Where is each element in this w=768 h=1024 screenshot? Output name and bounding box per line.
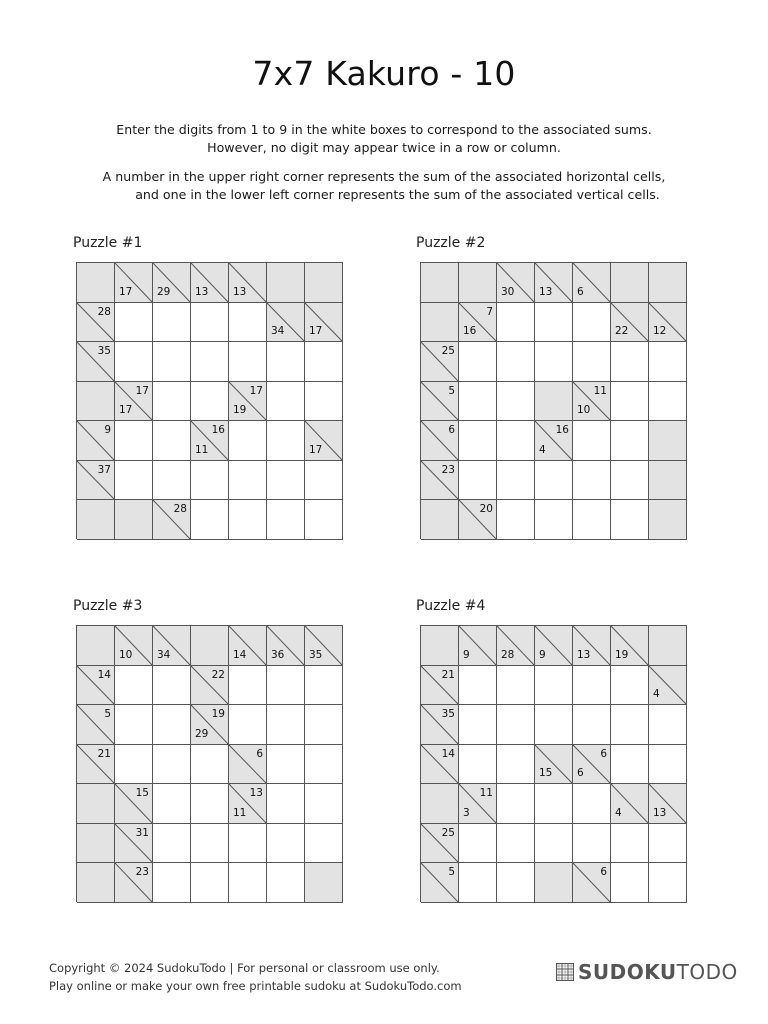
logo-wordmark	[578, 960, 738, 984]
entry-cell[interactable]	[305, 745, 343, 784]
entry-cell[interactable]	[497, 705, 535, 745]
entry-cell[interactable]	[305, 461, 343, 500]
entry-cell[interactable]	[229, 421, 267, 461]
clue-cell	[305, 303, 343, 342]
across-sum: 23	[441, 464, 455, 476]
down-sum: 11	[195, 444, 209, 456]
puzzle-label-1: Puzzle #1	[73, 235, 143, 251]
down-sum: 9	[463, 649, 470, 661]
down-sum: 16	[463, 325, 477, 337]
entry-cell[interactable]	[191, 342, 229, 382]
clue-cell	[191, 666, 229, 705]
clue-cell	[191, 263, 229, 303]
across-sum: 6	[600, 748, 607, 760]
across-sum: 11	[593, 385, 607, 397]
across-sum: 16	[555, 424, 569, 436]
across-sum: 25	[441, 345, 455, 357]
entry-cell[interactable]	[115, 421, 153, 461]
clue-cell	[535, 421, 573, 461]
blank-cell	[649, 500, 687, 540]
clue-cell	[229, 745, 267, 784]
kakuro-grid-2	[420, 262, 687, 539]
across-sum: 37	[97, 464, 111, 476]
across-sum: 31	[135, 827, 149, 839]
entry-cell[interactable]	[459, 666, 497, 705]
clue-cell	[115, 626, 153, 666]
blank-cell	[77, 784, 115, 824]
down-sum: 13	[195, 286, 209, 298]
clue-cell	[305, 626, 343, 666]
clue-cell	[229, 784, 267, 824]
clue-cell	[535, 626, 573, 666]
blank-cell	[191, 626, 229, 666]
clue-cell	[421, 824, 459, 863]
clue-cell	[191, 421, 229, 461]
blank-cell	[421, 784, 459, 824]
footer	[49, 959, 462, 995]
down-sum: 6	[577, 767, 584, 779]
blank-cell	[77, 263, 115, 303]
sudokutodo-logo	[556, 960, 738, 984]
instruction-line: A number in the upper right corner represents the sum of the associated horizontal cells,	[102, 169, 666, 184]
across-sum: 23	[135, 866, 149, 878]
entry-cell[interactable]	[191, 824, 229, 863]
entry-cell[interactable]	[229, 824, 267, 863]
down-sum: 17	[119, 404, 133, 416]
clue-cell	[421, 863, 459, 903]
down-sum: 36	[271, 649, 285, 661]
down-sum: 13	[233, 286, 247, 298]
entry-cell[interactable]	[573, 666, 611, 705]
entry-cell[interactable]	[611, 500, 649, 540]
clue-cell	[649, 666, 687, 705]
blank-cell	[459, 263, 497, 303]
entry-cell[interactable]	[267, 863, 305, 903]
clue-cell	[649, 784, 687, 824]
clue-cell	[77, 745, 115, 784]
clue-cell	[77, 666, 115, 705]
entry-cell[interactable]	[267, 461, 305, 500]
entry-cell[interactable]	[191, 303, 229, 342]
entry-cell[interactable]	[535, 784, 573, 824]
entry-cell[interactable]	[497, 666, 535, 705]
clue-cell	[305, 421, 343, 461]
entry-cell[interactable]	[649, 705, 687, 745]
entry-cell[interactable]	[305, 500, 343, 540]
clue-cell	[459, 784, 497, 824]
down-sum: 17	[119, 286, 133, 298]
entry-cell[interactable]	[153, 666, 191, 705]
across-sum: 6	[600, 866, 607, 878]
down-sum: 13	[653, 807, 667, 819]
clue-cell	[459, 626, 497, 666]
blank-cell	[305, 863, 343, 903]
clue-cell	[421, 461, 459, 500]
kakuro-grid-4	[420, 625, 687, 902]
across-sum: 9	[104, 424, 111, 436]
blank-cell	[77, 382, 115, 421]
clue-cell	[459, 500, 497, 540]
copyright-text: Copyright © 2024 SudokuTodo | For personal or classroom use only.	[49, 961, 440, 975]
page-title: 7x7 Kakuro - 10	[252, 54, 516, 93]
entry-cell[interactable]	[573, 824, 611, 863]
across-sum: 16	[211, 424, 225, 436]
across-sum: 28	[173, 503, 187, 515]
down-sum: 11	[233, 807, 247, 819]
entry-cell[interactable]	[153, 303, 191, 342]
down-sum: 14	[233, 649, 247, 661]
entry-cell[interactable]	[229, 342, 267, 382]
down-sum: 19	[233, 404, 247, 416]
across-sum: 5	[448, 866, 455, 878]
across-sum: 21	[441, 669, 455, 681]
clue-cell	[229, 263, 267, 303]
entry-cell[interactable]	[497, 382, 535, 421]
entry-cell[interactable]	[497, 342, 535, 382]
entry-cell[interactable]	[229, 863, 267, 903]
entry-cell[interactable]	[267, 342, 305, 382]
entry-cell[interactable]	[191, 382, 229, 421]
entry-cell[interactable]	[305, 382, 343, 421]
entry-cell[interactable]	[305, 824, 343, 863]
across-sum: 17	[135, 385, 149, 397]
clue-cell	[153, 500, 191, 540]
blank-cell	[77, 824, 115, 863]
puzzle-label-4: Puzzle #4	[416, 598, 486, 614]
entry-cell[interactable]	[611, 705, 649, 745]
clue-cell	[459, 303, 497, 342]
instructions-block-2	[0, 168, 768, 204]
across-sum: 13	[249, 787, 263, 799]
clue-cell	[573, 863, 611, 903]
entry-cell[interactable]	[611, 666, 649, 705]
clue-cell	[573, 382, 611, 421]
clue-cell	[77, 705, 115, 745]
entry-cell[interactable]	[305, 342, 343, 382]
blank-cell	[649, 461, 687, 500]
blank-cell	[649, 421, 687, 461]
entry-cell[interactable]	[115, 303, 153, 342]
entry-cell[interactable]	[191, 863, 229, 903]
entry-cell[interactable]	[459, 824, 497, 863]
blank-cell	[649, 263, 687, 303]
entry-cell[interactable]	[191, 784, 229, 824]
instruction-line: Enter the digits from 1 to 9 in the white boxes to correspond to the associated sums.	[116, 122, 652, 137]
grid-icon	[556, 963, 574, 981]
blank-cell	[115, 500, 153, 540]
entry-cell[interactable]	[153, 382, 191, 421]
entry-cell[interactable]	[649, 382, 687, 421]
down-sum: 17	[309, 444, 323, 456]
entry-cell[interactable]	[611, 421, 649, 461]
entry-cell[interactable]	[229, 461, 267, 500]
entry-cell[interactable]	[115, 705, 153, 745]
down-sum: 4	[615, 807, 622, 819]
entry-cell[interactable]	[535, 461, 573, 500]
entry-cell[interactable]	[229, 303, 267, 342]
entry-cell[interactable]	[497, 303, 535, 342]
clue-cell	[573, 626, 611, 666]
entry-cell[interactable]	[573, 303, 611, 342]
puzzle-label-2: Puzzle #2	[416, 235, 486, 251]
across-sum: 7	[486, 306, 493, 318]
across-sum: 6	[256, 748, 263, 760]
clue-cell	[421, 666, 459, 705]
across-sum: 17	[249, 385, 263, 397]
entry-cell[interactable]	[535, 705, 573, 745]
entry-cell[interactable]	[497, 461, 535, 500]
instruction-line: and one in the lower left corner represents the sum of the associated vertical cells.	[135, 187, 660, 202]
clue-cell	[191, 705, 229, 745]
down-sum: 29	[157, 286, 171, 298]
down-sum: 4	[539, 444, 546, 456]
logo-light: TODO	[676, 960, 738, 984]
entry-cell[interactable]	[611, 382, 649, 421]
down-sum: 30	[501, 286, 515, 298]
clue-cell	[421, 342, 459, 382]
clue-cell	[497, 263, 535, 303]
across-sum: 6	[448, 424, 455, 436]
entry-cell[interactable]	[153, 824, 191, 863]
entry-cell[interactable]	[305, 784, 343, 824]
entry-cell[interactable]	[459, 461, 497, 500]
entry-cell[interactable]	[459, 705, 497, 745]
entry-cell[interactable]	[267, 500, 305, 540]
entry-cell[interactable]	[573, 784, 611, 824]
entry-cell[interactable]	[649, 824, 687, 863]
entry-cell[interactable]	[267, 705, 305, 745]
clue-cell	[535, 263, 573, 303]
promo-text: Play online or make your own free printable sudoku at SudokuTodo.com	[49, 979, 462, 993]
clue-cell	[229, 382, 267, 421]
entry-cell[interactable]	[153, 461, 191, 500]
clue-cell	[535, 745, 573, 784]
entry-cell[interactable]	[497, 863, 535, 903]
across-sum: 28	[97, 306, 111, 318]
across-sum: 14	[441, 748, 455, 760]
entry-cell[interactable]	[191, 461, 229, 500]
down-sum: 15	[539, 767, 553, 779]
down-sum: 29	[195, 728, 209, 740]
across-sum: 19	[211, 708, 225, 720]
entry-cell[interactable]	[267, 824, 305, 863]
down-sum: 19	[615, 649, 629, 661]
across-sum: 35	[97, 345, 111, 357]
across-sum: 15	[135, 787, 149, 799]
entry-cell[interactable]	[267, 745, 305, 784]
clue-cell	[153, 263, 191, 303]
down-sum: 17	[309, 325, 323, 337]
entry-cell[interactable]	[459, 745, 497, 784]
clue-cell	[573, 263, 611, 303]
across-sum: 25	[441, 827, 455, 839]
clue-cell	[421, 382, 459, 421]
entry-cell[interactable]	[573, 500, 611, 540]
entry-cell[interactable]	[573, 461, 611, 500]
clue-cell	[611, 626, 649, 666]
entry-cell[interactable]	[611, 863, 649, 903]
clue-cell	[115, 784, 153, 824]
entry-cell[interactable]	[459, 421, 497, 461]
down-sum: 6	[577, 286, 584, 298]
blank-cell	[535, 863, 573, 903]
entry-cell[interactable]	[153, 863, 191, 903]
blank-cell	[421, 626, 459, 666]
down-sum: 13	[577, 649, 591, 661]
down-sum: 34	[157, 649, 171, 661]
kakuro-grid-1	[76, 262, 343, 539]
clue-cell	[115, 863, 153, 903]
blank-cell	[535, 382, 573, 421]
clue-cell	[611, 784, 649, 824]
entry-cell[interactable]	[267, 382, 305, 421]
entry-cell[interactable]	[459, 863, 497, 903]
down-sum: 3	[463, 807, 470, 819]
down-sum: 34	[271, 325, 285, 337]
clue-cell	[77, 461, 115, 500]
down-sum: 9	[539, 649, 546, 661]
entry-cell[interactable]	[611, 342, 649, 382]
clue-cell	[77, 303, 115, 342]
entry-cell[interactable]	[459, 382, 497, 421]
clue-cell	[573, 745, 611, 784]
entry-cell[interactable]	[153, 705, 191, 745]
blank-cell	[421, 500, 459, 540]
entry-cell[interactable]	[535, 342, 573, 382]
entry-cell[interactable]	[497, 500, 535, 540]
blank-cell	[305, 263, 343, 303]
entry-cell[interactable]	[267, 421, 305, 461]
down-sum: 10	[577, 404, 591, 416]
instruction-line: However, no digit may appear twice in a row or column.	[207, 140, 561, 155]
entry-cell[interactable]	[573, 342, 611, 382]
entry-cell[interactable]	[649, 342, 687, 382]
clue-cell	[229, 626, 267, 666]
entry-cell[interactable]	[153, 784, 191, 824]
clue-cell	[611, 303, 649, 342]
blank-cell	[421, 303, 459, 342]
clue-cell	[77, 342, 115, 382]
entry-cell[interactable]	[535, 303, 573, 342]
blank-cell	[649, 626, 687, 666]
down-sum: 22	[615, 325, 629, 337]
across-sum: 35	[441, 708, 455, 720]
entry-cell[interactable]	[535, 824, 573, 863]
entry-cell[interactable]	[611, 745, 649, 784]
entry-cell[interactable]	[497, 745, 535, 784]
across-sum: 22	[211, 669, 225, 681]
entry-cell[interactable]	[267, 784, 305, 824]
down-sum: 13	[539, 286, 553, 298]
entry-cell[interactable]	[497, 784, 535, 824]
blank-cell	[421, 263, 459, 303]
entry-cell[interactable]	[611, 461, 649, 500]
blank-cell	[267, 263, 305, 303]
blank-cell	[77, 863, 115, 903]
clue-cell	[267, 303, 305, 342]
across-sum: 5	[104, 708, 111, 720]
clue-cell	[649, 303, 687, 342]
across-sum: 21	[97, 748, 111, 760]
clue-cell	[421, 705, 459, 745]
entry-cell[interactable]	[305, 705, 343, 745]
clue-cell	[267, 626, 305, 666]
down-sum: 12	[653, 325, 667, 337]
entry-cell[interactable]	[115, 342, 153, 382]
clue-cell	[77, 421, 115, 461]
entry-cell[interactable]	[153, 421, 191, 461]
blank-cell	[77, 500, 115, 540]
across-sum: 14	[97, 669, 111, 681]
clue-cell	[115, 824, 153, 863]
clue-cell	[115, 382, 153, 421]
entry-cell[interactable]	[535, 666, 573, 705]
entry-cell[interactable]	[459, 342, 497, 382]
entry-cell[interactable]	[305, 666, 343, 705]
puzzle-label-3: Puzzle #3	[73, 598, 143, 614]
down-sum: 35	[309, 649, 323, 661]
entry-cell[interactable]	[191, 745, 229, 784]
entry-cell[interactable]	[229, 500, 267, 540]
entry-cell[interactable]	[229, 705, 267, 745]
entry-cell[interactable]	[649, 863, 687, 903]
entry-cell[interactable]	[573, 705, 611, 745]
entry-cell[interactable]	[573, 421, 611, 461]
across-sum: 20	[479, 503, 493, 515]
clue-cell	[497, 626, 535, 666]
blank-cell	[77, 626, 115, 666]
clue-cell	[421, 421, 459, 461]
entry-cell[interactable]	[115, 461, 153, 500]
down-sum: 4	[653, 688, 660, 700]
across-sum: 5	[448, 385, 455, 397]
down-sum: 10	[119, 649, 133, 661]
blank-cell	[611, 263, 649, 303]
entry-cell[interactable]	[115, 666, 153, 705]
clue-cell	[153, 626, 191, 666]
kakuro-grid-3	[76, 625, 343, 902]
entry-cell[interactable]	[153, 745, 191, 784]
clue-cell	[115, 263, 153, 303]
entry-cell[interactable]	[649, 745, 687, 784]
entry-cell[interactable]	[611, 824, 649, 863]
entry-cell[interactable]	[229, 666, 267, 705]
entry-cell[interactable]	[115, 745, 153, 784]
entry-cell[interactable]	[497, 421, 535, 461]
logo-bold: SUDOKU	[578, 960, 677, 984]
across-sum: 11	[479, 787, 493, 799]
entry-cell[interactable]	[497, 824, 535, 863]
entry-cell[interactable]	[535, 500, 573, 540]
entry-cell[interactable]	[153, 342, 191, 382]
clue-cell	[421, 745, 459, 784]
entry-cell[interactable]	[267, 666, 305, 705]
down-sum: 28	[501, 649, 515, 661]
entry-cell[interactable]	[191, 500, 229, 540]
instructions-block-1	[0, 121, 768, 157]
